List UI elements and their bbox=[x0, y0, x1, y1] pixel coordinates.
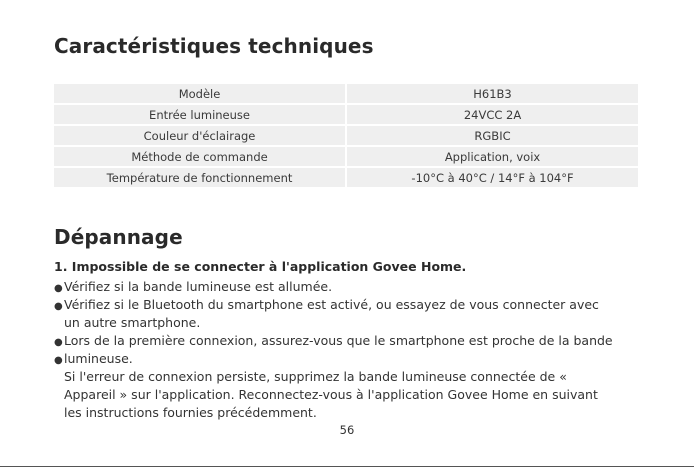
list-item-continuation bbox=[54, 314, 644, 332]
troubleshooting-title: Dépannage bbox=[54, 225, 183, 249]
specifications-title: Caractéristiques techniques bbox=[54, 34, 374, 58]
list-item bbox=[54, 350, 644, 368]
paragraph-text: les instructions fournies précédemment. bbox=[64, 405, 317, 420]
spec-label: Température de fonctionnement bbox=[54, 168, 347, 187]
list-item-text: lumineuse. bbox=[64, 351, 133, 366]
table-row bbox=[54, 168, 638, 187]
list-item-text: Vérifiez si la bande lumineuse est allumée. bbox=[64, 279, 333, 294]
list-item-text: Vérifiez si le Bluetooth du smartphone est activé, ou essayez de vous connecter avec bbox=[64, 297, 599, 312]
spec-label: Couleur d'éclairage bbox=[54, 126, 347, 145]
specifications-table bbox=[54, 82, 638, 189]
spec-value: 24VCC 2A bbox=[347, 105, 638, 124]
list-item bbox=[54, 278, 644, 296]
spec-value: -10°C à 40°C / 14°F à 104°F bbox=[347, 168, 638, 187]
table-row bbox=[54, 105, 638, 124]
table-row bbox=[54, 147, 638, 166]
list-item bbox=[54, 332, 644, 350]
list-item-text: un autre smartphone. bbox=[64, 315, 201, 330]
spec-label: Modèle bbox=[54, 84, 347, 103]
spec-value: Application, voix bbox=[347, 147, 638, 166]
bullet-icon: ● bbox=[54, 355, 63, 366]
bullet-icon: ● bbox=[54, 301, 63, 312]
bullet-icon: ● bbox=[54, 283, 63, 294]
paragraph-line bbox=[54, 386, 644, 404]
spec-label: Entrée lumineuse bbox=[54, 105, 347, 124]
list-item bbox=[54, 296, 644, 314]
spec-value: RGBIC bbox=[347, 126, 638, 145]
list-item-text: Lors de la première connexion, assurez-vous que le smartphone est proche de la bande bbox=[64, 333, 613, 348]
page-bottom-divider bbox=[0, 466, 694, 467]
table-row bbox=[54, 84, 638, 103]
spec-value: H61B3 bbox=[347, 84, 638, 103]
bullet-icon: ● bbox=[54, 337, 63, 348]
paragraph-text: Appareil » sur l'application. Reconnectez-vous à l'application Govee Home en suivant bbox=[64, 387, 598, 402]
troubleshooting-item-heading: 1. Impossible de se connecter à l'application Govee Home. bbox=[54, 259, 467, 274]
page-number: 56 bbox=[339, 423, 355, 437]
paragraph-line bbox=[54, 368, 644, 386]
troubleshooting-item-body bbox=[54, 278, 644, 422]
paragraph-line bbox=[54, 404, 644, 422]
spec-label: Méthode de commande bbox=[54, 147, 347, 166]
paragraph-text: Si l'erreur de connexion persiste, supprimez la bande lumineuse connectée de « bbox=[64, 369, 567, 384]
table-row bbox=[54, 126, 638, 145]
